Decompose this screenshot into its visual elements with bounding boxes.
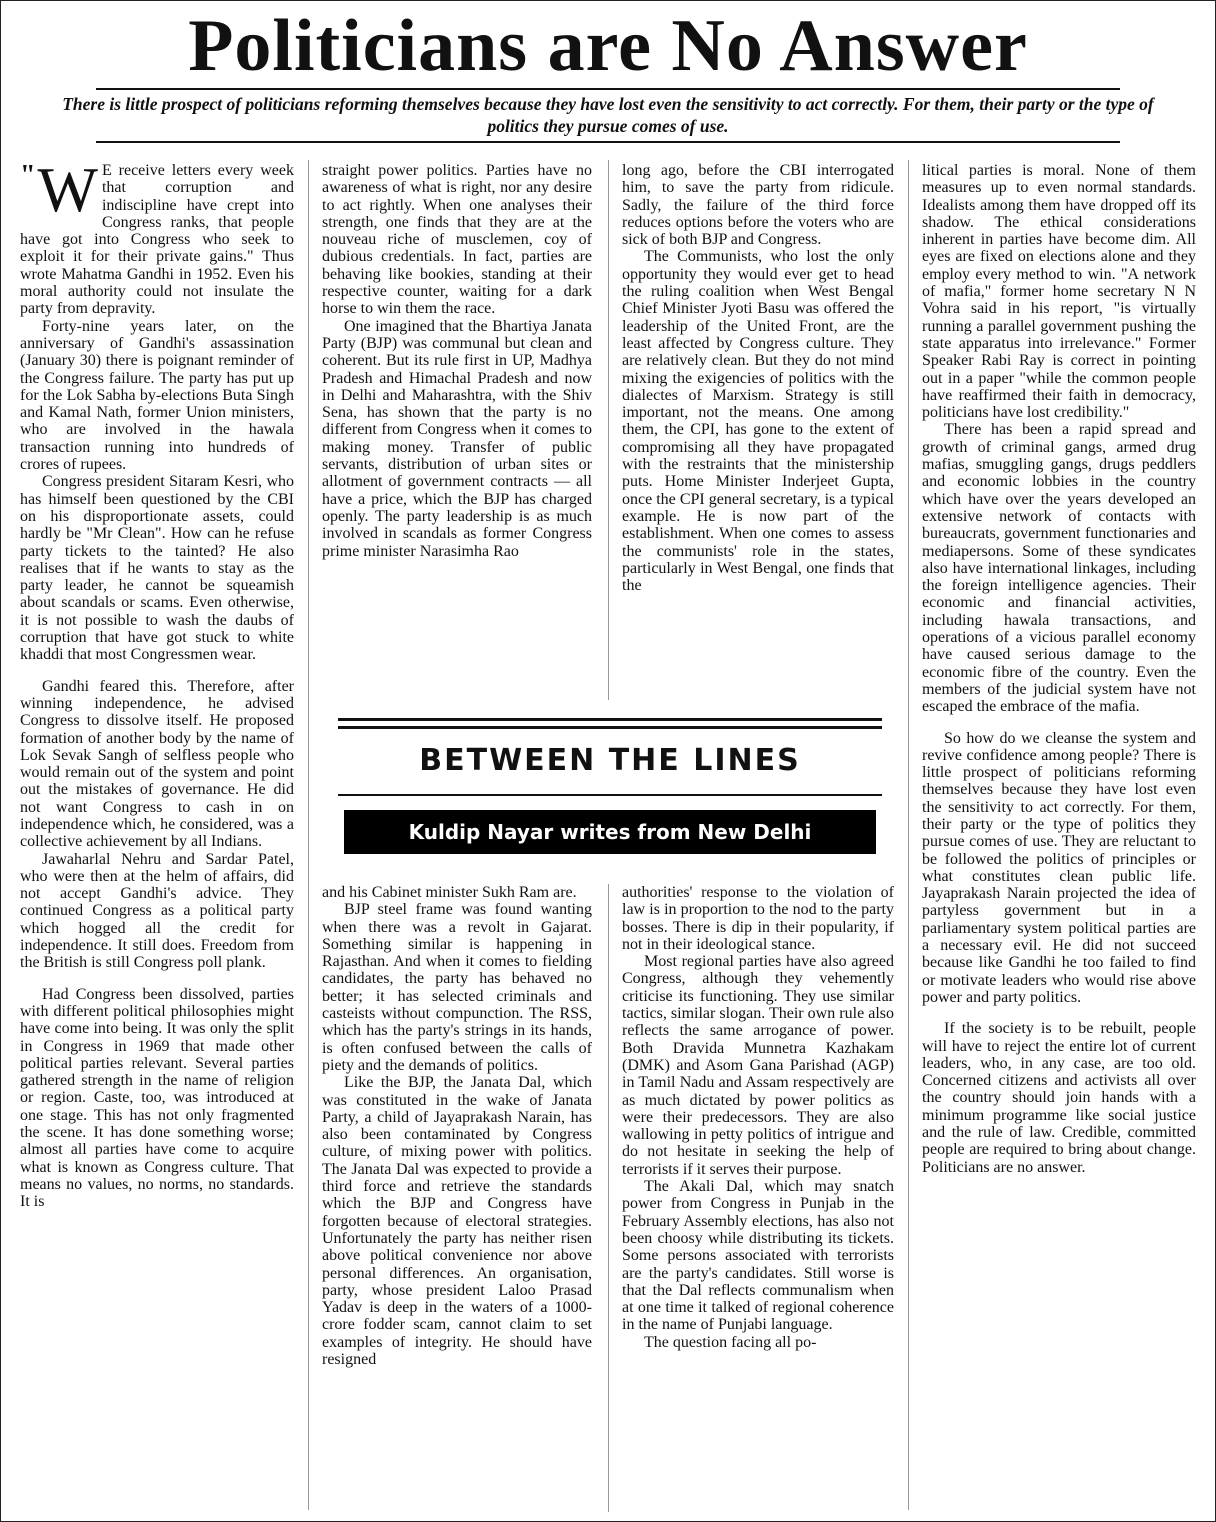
column-divider — [608, 160, 609, 700]
paragraph: authorities' response to the violation of law is in proportion to the nod to the party bosses. There is dip in their popularity, if not in their ideological stance. — [622, 884, 894, 953]
paragraph-text: E receive letters every week that corruption and indiscipline have crept into Congress ranks, that people have got into Congress who seek to exploit it for their private gains." Thus wrote Mahatma Gandhi in 1952. Even his moral authority could not insulate the party from depravity. — [20, 162, 294, 318]
paragraph: Most regional parties have also agreed Congress, although they vehemently criticise its functioning. They use similar tactics, similar slogan. Their own rule also reflects the same arrogance of power. Both Dravida Munnetra Kazhakam (DMK) and Asom Gana Parishad (AGP) in Tamil Nadu and Assam respectively are as much dictated by power politics as were their predecessors. They are also wallowing in petty politics of intrigue and do not hesitate in seeking the help of terrorists if it serves their purpose. — [622, 953, 894, 1178]
paragraph: If the society is to be rebuilt, people will have to reject the entire lot of current leaders, who, in any case, are too old. Concerned citizens and activists all over the country should join hands with a minimum programme like social justice and the rule of law. Credible, committed people are required to bring about change. Politicians are no answer. — [922, 1020, 1196, 1176]
paragraph-lead — [20, 162, 294, 318]
paragraph: The Akali Dal, which may snatch power from Congress in Punjab in the February Assembly elections, has also not been choosy while distributing its tickets. Some persons associated with terrorists are the party's candidates. Still worse is that the Dal reflects communalism when at one time it talked of regional coherence in the name of Punjabi language. — [622, 1178, 894, 1334]
box-rule-top-inner — [338, 726, 882, 729]
paragraph: Had Congress been dissolved, parties with different political philosophies might have come into being. It was only the split in Congress in 1969 that made other political parties relevant. Several parties gathered strength in the name of religion or region. Caste, too, was introduced at one stage. This has not only fragmented the scene. It has done something worse; almost all parties have come to acquire what is known as Congress culture. That means no values, no norms, no standards. It is — [20, 985, 294, 1211]
headline-rule-bottom — [96, 141, 1120, 143]
article-column-4 — [922, 162, 1196, 1512]
article-column-3-top — [622, 162, 894, 698]
paragraph: Like the BJP, the Janata Dal, which was constituted in the wake of Janata Party, a child of Jayaprakash Narain, has also been contaminated by Congress culture, of mixing power with politics. The Janata Dal was expected to provide a third force and retrieve the standards which the BJP and Congress have forgotten because of electoral strategies. Unfortunately the party has neither risen above political convenience nor above personal differences. An organisation, party, whose president Laloo Prasad Yadav is deep in the waters of a 1000-crore fodder scam, cannot claim to set examples of integrity. He should have resigned — [322, 1074, 592, 1369]
between-the-lines-box — [338, 718, 882, 864]
paragraph: So how do we cleanse the system and revive confidence among people? There is little prospect of politicians reforming themselves because they have lost even the sensitivity to act correctly. For them, their party or the type of politics they pursue comes of use. They are reluctant to be followed the politics of principles or what constitutes clean public life. Jayaprakash Narain projected the idea of partyless government but in a parliamentary system political parties are a necessary evil. He did not succeed because like Gandhi he too failed to find or motivate leaders who would rise above power and party politics. — [922, 729, 1196, 1006]
column-divider — [908, 160, 909, 1510]
article-column-2-top — [322, 162, 592, 698]
article-column-2-bottom — [322, 884, 592, 1512]
open-quote: " — [20, 162, 36, 191]
article-column-1 — [20, 162, 294, 1512]
headline-rule-top — [96, 88, 1120, 90]
paragraph: One imagined that the Bhartiya Janata Party (BJP) was communal but clean and coherent. But its rule first in UP, Madhya Pradesh and Himachal Pradesh and now in Delhi and Maharashtra, with the Shiv Sena, has shown that the party is no different from Congress when it comes to making money. Transfer of public servants, distribution of urban sites or allotment of government contracts — all have a price, which the BJP has charged openly. The party leadership is as much involved in scandals as former Congress prime minister Narasimha Rao — [322, 317, 592, 560]
paragraph: Jawaharlal Nehru and Sardar Patel, who were then at the helm of affairs, did not accept Gandhi's advice. They continued Congress as a political party which hogged all the credit for independence. It still does. Freedom from the British is still Congress poll plank. — [20, 850, 294, 972]
paragraph: Congress president Sitaram Kesri, who has himself been questioned by the CBI on his disproportionate assets, could hardly be "Mr Clean". How can he refuse party tickets to the tainted? He also realises that if he wants to stay as the party leader, he cannot be squeamish about scandals or scams. Even otherwise, it is not possible to wash the daubs of corruption that have got stuck to white khaddi that most Congressmen wear. — [20, 473, 294, 664]
paragraph: Gandhi feared this. Therefore, after winning independence, he advised Congress to dissolve itself. He proposed formation of another body by the name of Lok Sevak Sangh of selfless people who would remain out of the system and point out the mistakes of governance. He did not want Congress to cash in on independence which, he considered, was a collective achievement by all Indians. — [20, 677, 294, 851]
drop-cap: W — [37, 162, 98, 225]
paragraph: The Communists, who lost the only opportunity they would ever get to head the ruling coalition when West Bengal Chief Minister Jyoti Basu was offered the leadership of the United Front, are the least affected by Congress culture. They are relatively clean. But they do not mind mixing the exigencies of politics with the dialectes of Marxism. Strategy is still important, not the means. One among them, the CPI, has gone to the extent of compromising all they have propagated with the restraints that the ministership puts. Home Minister Inderjeet Gupta, once the CPI general secretary, is a typical example. He is now part of the establishment. When one comes to assess the communists' role in the states, particularly in West Bengal, one finds that the — [622, 248, 894, 595]
paragraph: BJP steel frame was found wanting when there was a revolt in Gajarat. Something similar is happening in Rajasthan. And when it comes to fielding candidates, the party has behaved no better; it has selected criminals and casteists without compunction. The RSS, which has the party's strings in its hands, is often confused between the calls of piety and the demands of politics. — [322, 901, 592, 1074]
column-divider — [308, 160, 309, 1510]
paragraph: and his Cabinet minister Sukh Ram are. — [322, 884, 577, 901]
box-rule-top — [338, 718, 882, 721]
deck: There is little prospect of politicians reforming themselves because they have lost even the sensitivity to act correctly. For them, their party or the type of politics they pursue comes of use. — [62, 94, 1154, 136]
paragraph: The question facing all po- — [644, 1333, 817, 1351]
column-title: BETWEEN THE LINES — [419, 743, 801, 778]
paragraph: Forty-nine years later, on the anniversary of Gandhi's assassination (January 30) there is poignant reminder of the Congress failure. The party has put up for the Lok Sabha by-elections Buta Singh and Kamal Nath, former Union ministers, who are involved in the hawala transaction running into hundreds of crores of rupees. — [20, 317, 294, 474]
box-rule-mid — [338, 794, 882, 796]
column-byline: Kuldip Nayar writes from New Delhi — [344, 810, 876, 854]
paragraph: There has been a rapid spread and growth of criminal gangs, armed drug mafias, smuggling gangs, drugs peddlers and economic lobbies in the country which have over the years developed an extensive network of contacts with bureaucrats, government functionaries and mediapersons. Some of these syndicates also have international linkages, including the foreign intelligence agencies. Their economic and financial activities, including hawala transactions, and operations of a vicious parallel economy have caused serious damage to the economic fibre of the country. Even the members of the judicial system have not escaped the embrace of the mafia. — [922, 421, 1196, 716]
article-column-3-bottom — [622, 884, 894, 1512]
column-divider — [608, 884, 609, 1512]
headline: Politicians are No Answer — [188, 5, 1028, 87]
paragraph: litical parties is moral. None of them measures up to even normal standards. Idealists among them have dropped off its shadow. The ethical considerations inherent in parties have become dim. All eyes are fixed on elections alone and they employ every method to win. "A network of mafia," former home secretary N N Vohra said in his report, "is virtually running a parallel government pushing the state apparatus into irrelevance." Former Speaker Rabi Ray is correct in pointing out in a paper "while the common people have reaffirmed their faith in democracy, politicians have lost credibility." — [922, 162, 1196, 422]
paragraph: straight power politics. Parties have no awareness of what is right, nor any desire to act rightly. When one analyses their strength, one finds that they are at the nouveau riche of musclemen, coy of dubious credentials. In fact, parties are behaving like bookies, standing at their respective counter, waiting for a dark horse to win them the race. — [322, 162, 592, 318]
paragraph: long ago, before the CBI interrogated him, to save the party from ridicule. Sadly, the failure of the third force reduces options before the voters who are sick of both BJP and Congress. — [622, 162, 894, 249]
